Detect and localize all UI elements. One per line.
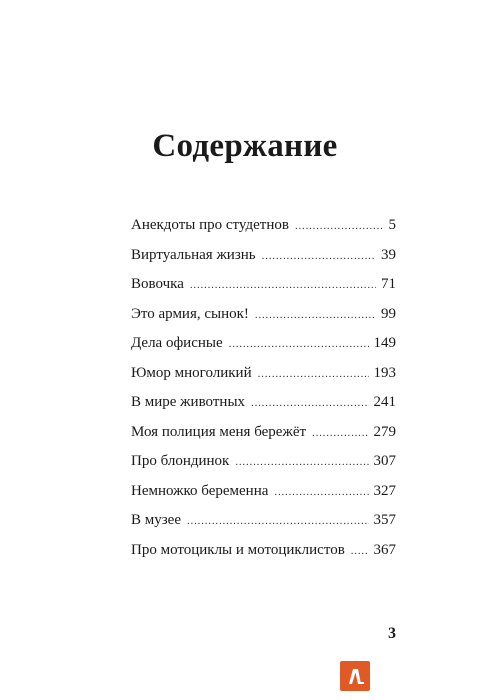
dot-leader — [351, 537, 369, 567]
toc-entry — [131, 447, 396, 477]
dot-leader — [274, 478, 368, 508]
page-number: 3 — [388, 625, 396, 642]
page-title: Содержание — [152, 128, 338, 164]
toc-entry-title: Это армия, сынок! — [131, 305, 249, 322]
toc-entry-page: 307 — [373, 453, 396, 469]
toc-entry-page: 193 — [373, 364, 396, 381]
toc-entry-page: 357 — [373, 512, 396, 528]
toc-entry-title: Вовочка — [131, 276, 184, 292]
dot-leader — [229, 330, 369, 360]
toc-entry-page: 5 — [388, 217, 396, 233]
toc-entry — [131, 506, 396, 536]
dot-leader — [295, 212, 384, 242]
toc-entry — [131, 211, 396, 241]
dot-leader — [255, 301, 376, 331]
table-of-contents — [131, 211, 396, 565]
toc-entry — [131, 359, 396, 389]
toc-entry-page: 367 — [373, 541, 396, 558]
toc-entry-title: Немножко беременна — [131, 482, 269, 499]
toc-entry-page: 149 — [373, 335, 396, 351]
toc-entry-page: 71 — [381, 276, 396, 292]
toc-entry-title: В мире животных — [131, 394, 246, 410]
toc-entry-title: Моя полиция меня бережёт — [131, 423, 307, 440]
toc-entry — [131, 241, 396, 271]
dot-leader — [251, 389, 368, 419]
dot-leader — [262, 242, 376, 272]
toc-entry-page: 99 — [381, 305, 396, 322]
toc-entry — [131, 477, 396, 507]
toc-entry-title: Юмор многоликий — [131, 364, 252, 381]
dot-leader — [235, 448, 368, 478]
toc-entry — [131, 536, 396, 566]
toc-entry — [131, 388, 396, 418]
toc-entry-title: Анекдоты про студетнов — [131, 217, 289, 233]
dot-leader — [258, 360, 369, 390]
dot-leader — [190, 271, 376, 301]
toc-entry-title: Дела офисные — [131, 335, 223, 351]
toc-entry — [131, 329, 396, 359]
toc-entry-page: 279 — [373, 423, 396, 440]
toc-entry-page: 39 — [381, 246, 396, 263]
toc-entry-page: 327 — [373, 482, 396, 499]
toc-entry-title: Про блондинок — [131, 453, 230, 469]
toc-entry-title: Виртуальная жизнь — [131, 246, 256, 263]
publisher-logo-glyph — [340, 661, 370, 691]
toc-entry — [131, 270, 396, 300]
publisher-logo-icon — [340, 661, 370, 691]
toc-entry-title: Про мотоциклы и мотоциклистов — [131, 541, 345, 558]
dot-leader — [312, 419, 368, 449]
dot-leader — [187, 507, 369, 537]
toc-entry-page: 241 — [373, 394, 396, 410]
toc-entry — [131, 300, 396, 330]
toc-entry — [131, 418, 396, 448]
toc-entry-title: В музее — [131, 512, 181, 528]
